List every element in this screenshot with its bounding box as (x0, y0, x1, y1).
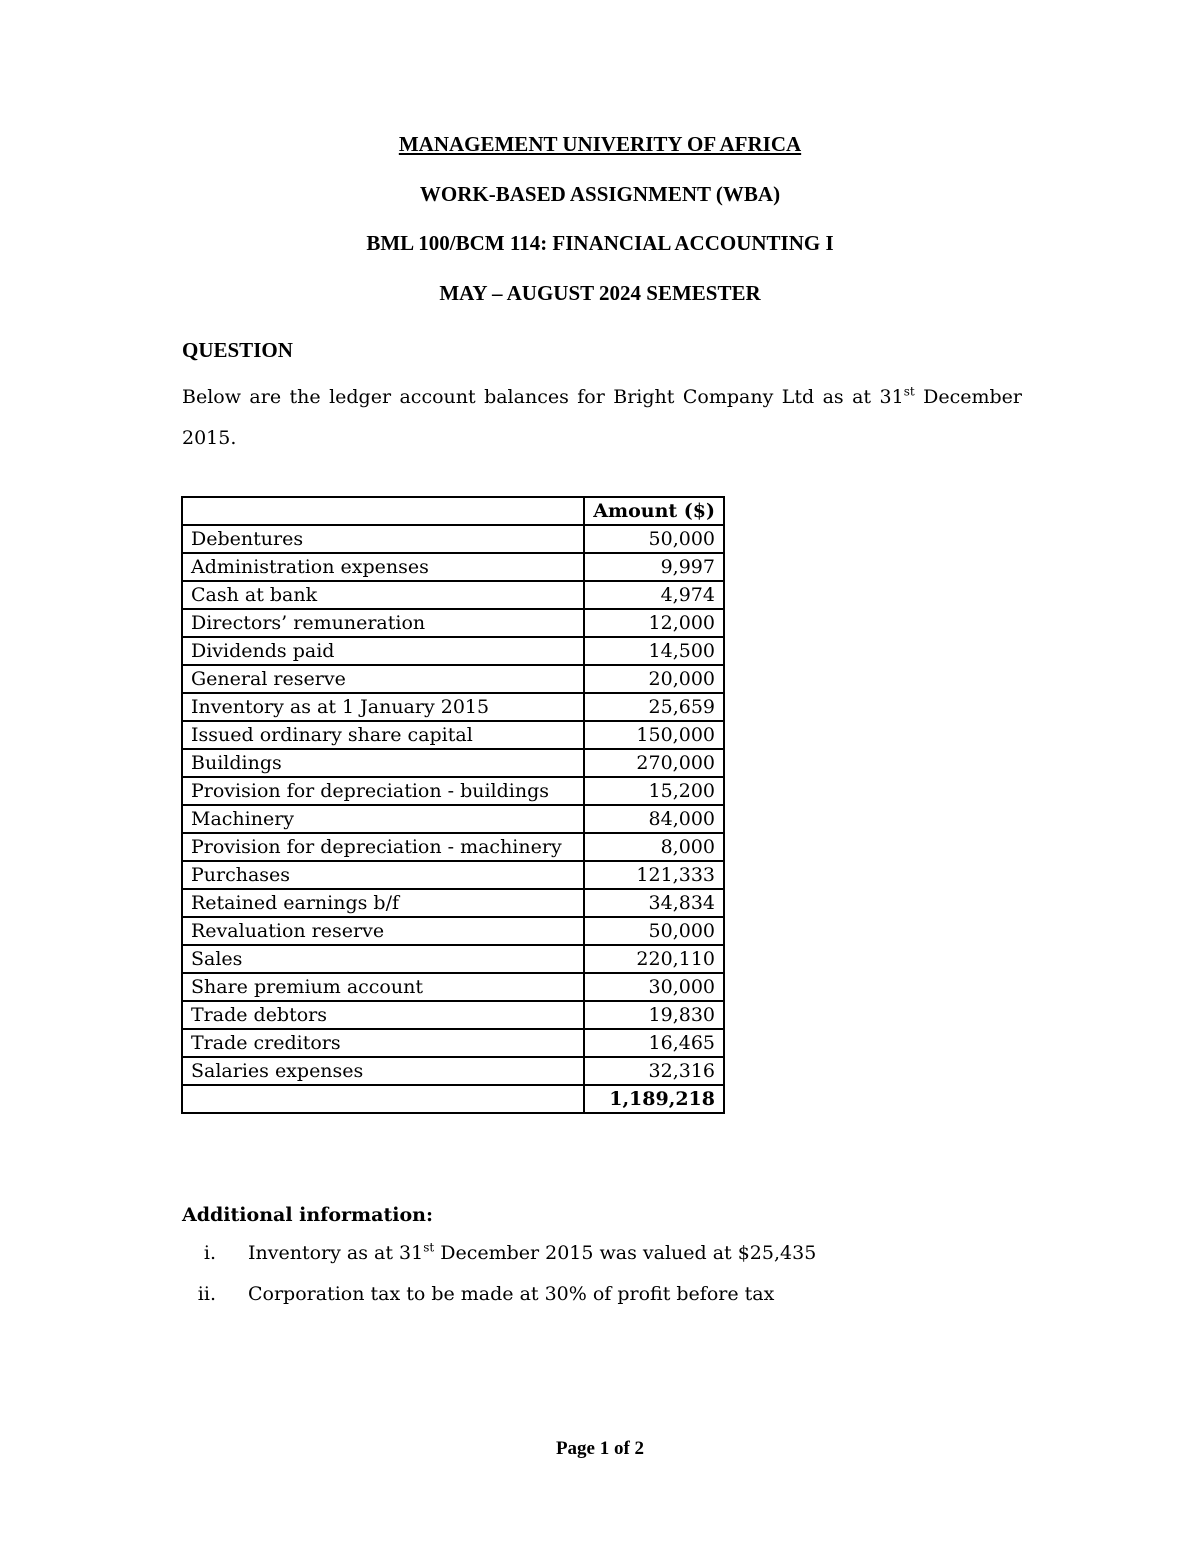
row-amount-cell: 34,834 (584, 889, 724, 917)
page-number: Page 1 of 2 (555, 1438, 645, 1459)
list-item-text (248, 1281, 774, 1307)
list-item-number: i. (203, 1242, 216, 1264)
question-intro (182, 377, 1022, 459)
row-description-cell: Trade creditors (182, 1029, 584, 1057)
table-row (182, 973, 724, 1001)
table-row (182, 1001, 724, 1029)
table-row (182, 833, 724, 861)
header-description-cell (182, 497, 584, 525)
row-description-cell: Debentures (182, 525, 584, 553)
assignment-title: WORK-BASED ASSIGNMENT (WBA) (419, 182, 781, 206)
list-item-text (248, 1240, 816, 1266)
row-amount-cell: 270,000 (584, 749, 724, 777)
row-amount-cell: 121,333 (584, 861, 724, 889)
ledger-body (182, 525, 724, 1085)
row-description-cell: Trade debtors (182, 1001, 584, 1029)
table-row (182, 721, 724, 749)
table-row (182, 889, 724, 917)
row-amount-cell: 84,000 (584, 805, 724, 833)
row-description-cell: Issued ordinary share capital (182, 721, 584, 749)
row-amount-cell: 50,000 (584, 917, 724, 945)
row-description-cell: Provision for depreciation - buildings (182, 777, 584, 805)
table-row (182, 665, 724, 693)
table-row (182, 637, 724, 665)
row-description-cell: Share premium account (182, 973, 584, 1001)
row-amount-cell: 19,830 (584, 1001, 724, 1029)
list-item-number: ii. (197, 1283, 216, 1305)
row-amount-cell: 9,997 (584, 553, 724, 581)
table-row (182, 749, 724, 777)
intro-superscript: st (903, 384, 915, 399)
table-row (182, 581, 724, 609)
table-row (182, 553, 724, 581)
course-title: BML 100/BCM 114: FINANCIAL ACCOUNTING I (366, 231, 834, 255)
row-description-cell: Directors’ remuneration (182, 609, 584, 637)
row-amount-cell: 50,000 (584, 525, 724, 553)
row-description-cell: Sales (182, 945, 584, 973)
table-row (182, 1029, 724, 1057)
row-description-cell: Buildings (182, 749, 584, 777)
row-description-cell: Dividends paid (182, 637, 584, 665)
university-title: MANAGEMENT UNIVERITY OF AFRICA (398, 132, 802, 156)
row-description-cell: Salaries expenses (182, 1057, 584, 1085)
row-description-cell: Revaluation reserve (182, 917, 584, 945)
semester-title: MAY – AUGUST 2024 SEMESTER (439, 281, 761, 305)
row-description-cell: General reserve (182, 665, 584, 693)
row-amount-cell: 12,000 (584, 609, 724, 637)
table-row (182, 525, 724, 553)
row-amount-cell: 150,000 (584, 721, 724, 749)
table-row (182, 609, 724, 637)
row-description-cell: Inventory as at 1 January 2015 (182, 693, 584, 721)
table-header-row (182, 497, 724, 525)
total-description-cell (182, 1085, 584, 1113)
row-description-cell: Retained earnings b/f (182, 889, 584, 917)
row-amount-cell: 8,000 (584, 833, 724, 861)
table-row (182, 693, 724, 721)
row-amount-cell: 220,110 (584, 945, 724, 973)
row-description-cell: Administration expenses (182, 553, 584, 581)
table-row (182, 917, 724, 945)
question-label: QUESTION (182, 338, 293, 362)
row-amount-cell: 14,500 (584, 637, 724, 665)
row-amount-cell: 20,000 (584, 665, 724, 693)
row-amount-cell: 25,659 (584, 693, 724, 721)
row-amount-cell: 16,465 (584, 1029, 724, 1057)
additional-info-label: Additional information: (182, 1204, 433, 1226)
list-item-text-main: Corporation tax to be made at 30% of profit before tax (248, 1283, 775, 1305)
list-item-text-main: Inventory as at 31 (248, 1242, 424, 1264)
table-row (182, 777, 724, 805)
row-description-cell: Machinery (182, 805, 584, 833)
row-amount-cell: 4,974 (584, 581, 724, 609)
row-amount-cell: 30,000 (584, 973, 724, 1001)
table-row (182, 861, 724, 889)
table-row (182, 945, 724, 973)
row-description-cell: Provision for depreciation - machinery (182, 833, 584, 861)
ledger-balances-table (181, 496, 725, 1114)
total-row (182, 1085, 724, 1113)
list-item-superscript: st (423, 1240, 435, 1255)
total-amount-cell: 1,189,218 (584, 1085, 724, 1113)
intro-text-end: December 2015. (182, 386, 1022, 449)
row-description-cell: Cash at bank (182, 581, 584, 609)
header-amount-cell: Amount ($) (584, 497, 724, 525)
table-row (182, 1057, 724, 1085)
list-item-text-end: December 2015 was valued at $25,435 (434, 1242, 817, 1264)
row-description-cell: Purchases (182, 861, 584, 889)
row-amount-cell: 32,316 (584, 1057, 724, 1085)
table-row (182, 805, 724, 833)
intro-text: Below are the ledger account balances for Bright Company Ltd as at 31 (182, 386, 904, 408)
row-amount-cell: 15,200 (584, 777, 724, 805)
